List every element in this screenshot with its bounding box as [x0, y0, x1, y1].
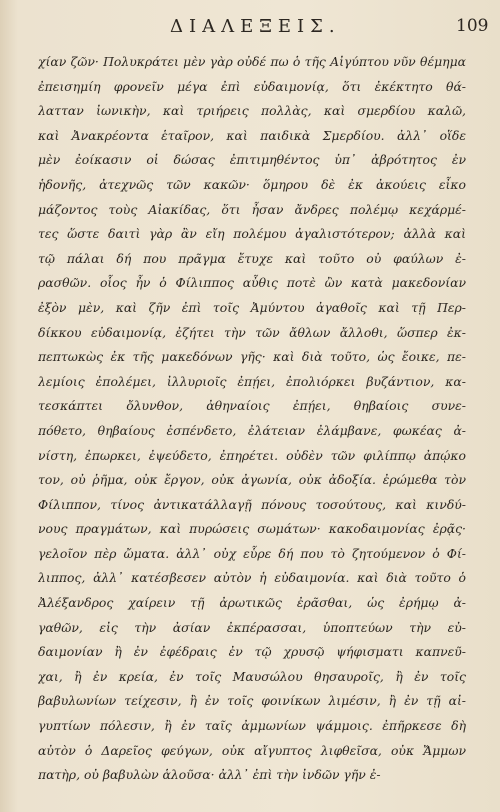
text-line: λεμίοις ἐπολέμει, ἰλλυριοῖς ἐπῄει, ἐπολιόρκει βυζάντιον, κα- — [38, 373, 466, 389]
text-line: ἡδονῆς, ἀτεχνῶς τῶν κακῶν· ὅμηρου δὲ ἐκ ἀκούεις εἶκο — [38, 176, 466, 192]
text-line: Φίλιππον, τίνος ἀντικατάλλαγῇ πόνους τοσούτους, καὶ κινδύ- — [38, 496, 466, 512]
text-line: καὶ Ἀνακρέοντα ἑταῖρον, καὶ παιδικὰ Σμερδίου. ἀλλ᾽ οἵδε — [38, 127, 466, 143]
text-line: τες ὥστε δαιτὶ γὰρ ἂν εἴη πολέμου ἀγαλιστότερον; ἀλλὰ καὶ — [38, 226, 466, 242]
text-line: πόθετο, θηβαίους ἐσπένδετο, ἐλάτειαν ἐλάμβανε, φωκέας ἀ- — [38, 422, 466, 438]
text-line: τῷ πάλαι δή που πρᾶγμα ἔτυχε καὶ τοῦτο οὐ φαύλων ἐ- — [38, 250, 466, 266]
text-line: Ἀλέξανδρος χαίρειν τῇ ἀρωτικῶς ἐρᾶσθαι, ὡς ἐρήμῳ ἀ- — [38, 595, 466, 611]
text-line: ρασθῶν. οἷος ἦν ὁ Φίλιππος αὖθις ποτὲ ὢν κατὰ μακεδονίαν — [38, 275, 466, 291]
text-line: δαιμονίαν ἢ ἐν ἐφέδραις ἐν τῷ χρυσῷ ψήφισματι καπνεῦ- — [38, 644, 466, 660]
text-line: γαθῶν, εἰς τὴν ἀσίαν ἐκπέρασσαι, ὑποπτεύων τὴν εὐ- — [38, 619, 466, 635]
text-line: χίαν ζῶν· Πολυκράτει μὲν γὰρ οὐδέ πω ὁ τῆς Αἰγύπτου νῦν θέμημα — [38, 54, 466, 69]
running-head-title: ΔΙΑΛΕΞΕΙΣ. — [170, 16, 341, 37]
text-line: νίστη, ἐπωρκει, ἐψεύδετο, ἐπηρέτει. οὐδὲν τῶν φιλίππῳ ἀπῴκο — [38, 447, 466, 463]
text-line: μάζοντος τοὺς Αἰακίδας, ὅτι ἦσαν ἄνδρες πολέμῳ κεχάρμέ- — [38, 201, 466, 217]
text-line: γυπτίων πόλεσιν, ἢ ἐν ταῖς ἀμμωνίων ψάμμοις. ἐπῆρκεσε δὴ — [38, 718, 466, 734]
text-line: νους πραγμάτων, καὶ πυρώσεις σωμάτων· κακοδαιμονίας ἐρᾷς· — [38, 521, 466, 537]
text-line: πεπτωκὼς ἐκ τῆς μακεδόνων γῆς· καὶ διὰ τοῦτο, ὡς ἔοικε, πε- — [38, 349, 466, 365]
text-line: πατὴρ, οὐ βαβυλὼν ἁλοῦσα· ἀλλ᾽ ἐπὶ τὴν ἰνδῶν γῆν ἐ- — [38, 767, 381, 783]
text-line: αὐτὸν ὁ Δαρεῖος φεύγων, οὐκ αἴγυπτος λιφθεῖσα, οὐκ Ἄμμων — [38, 742, 466, 758]
running-head — [0, 14, 500, 44]
text-line: λιππος, ἀλλ᾽ κατέσβεσεν αὐτὸν ἡ εὐδαιμονία. καὶ διὰ τοῦτο ὁ — [38, 570, 466, 586]
text-line: βαβυλωνίων τείχεσιν, ἢ ἐν τοῖς φοινίκων λιμέσιν, ἢ ἐν τῇ αἰ- — [38, 693, 466, 709]
text-line: δίκκου εὐδαιμονίᾳ, ἐζήτει τὴν τῶν ἄθλων ἄλλοθι, ὥσπερ ἐκ- — [38, 324, 466, 340]
text-line: ἐπεισημίη φρονεῖν μέγα ἐπὶ εὐδαιμονίᾳ, ὅτι ἐκέκτητο θά- — [38, 78, 466, 94]
text-line: τεσκάπτει ὄλυνθον, ἀθηναίοις ἐπῄει, θηβαίοις συνε- — [38, 398, 466, 414]
page-number: 109 — [456, 16, 489, 36]
text-line: ἐξὸν μὲν, καὶ ζῆν ἐπὶ τοῖς Ἀμύντου ἀγαθοῖς καὶ τῇ Περ- — [38, 299, 466, 315]
body-text — [38, 50, 466, 788]
text-line: γελοῖον πὲρ ὤματα. ἀλλ᾽ οὐχ εὗρε δή που τὸ ζητούμενον ὁ Φί- — [38, 545, 466, 561]
text-line: μὲν ἐοίκασιν οἱ δώσας ἐπιτιμηθέντος ὑπ᾽ ἀβρότητος ἐν — [38, 152, 466, 168]
text-line: λατταν ἰωνικὴν, καὶ τριήρεις πολλὰς, καὶ σμερδίου καλῶ, — [38, 103, 466, 119]
text-line: χαι, ἢ ἐν κρεία, ἐν τοῖς Μαυσώλου θησαυροῖς, ἢ ἐν τοῖς — [38, 668, 466, 684]
text-line: τον, οὐ ῥῆμα, οὐκ ἔργον, οὐκ ἀγωνία, οὐκ ἀδοξία. ἐρώμεθα τὸν — [38, 472, 466, 488]
